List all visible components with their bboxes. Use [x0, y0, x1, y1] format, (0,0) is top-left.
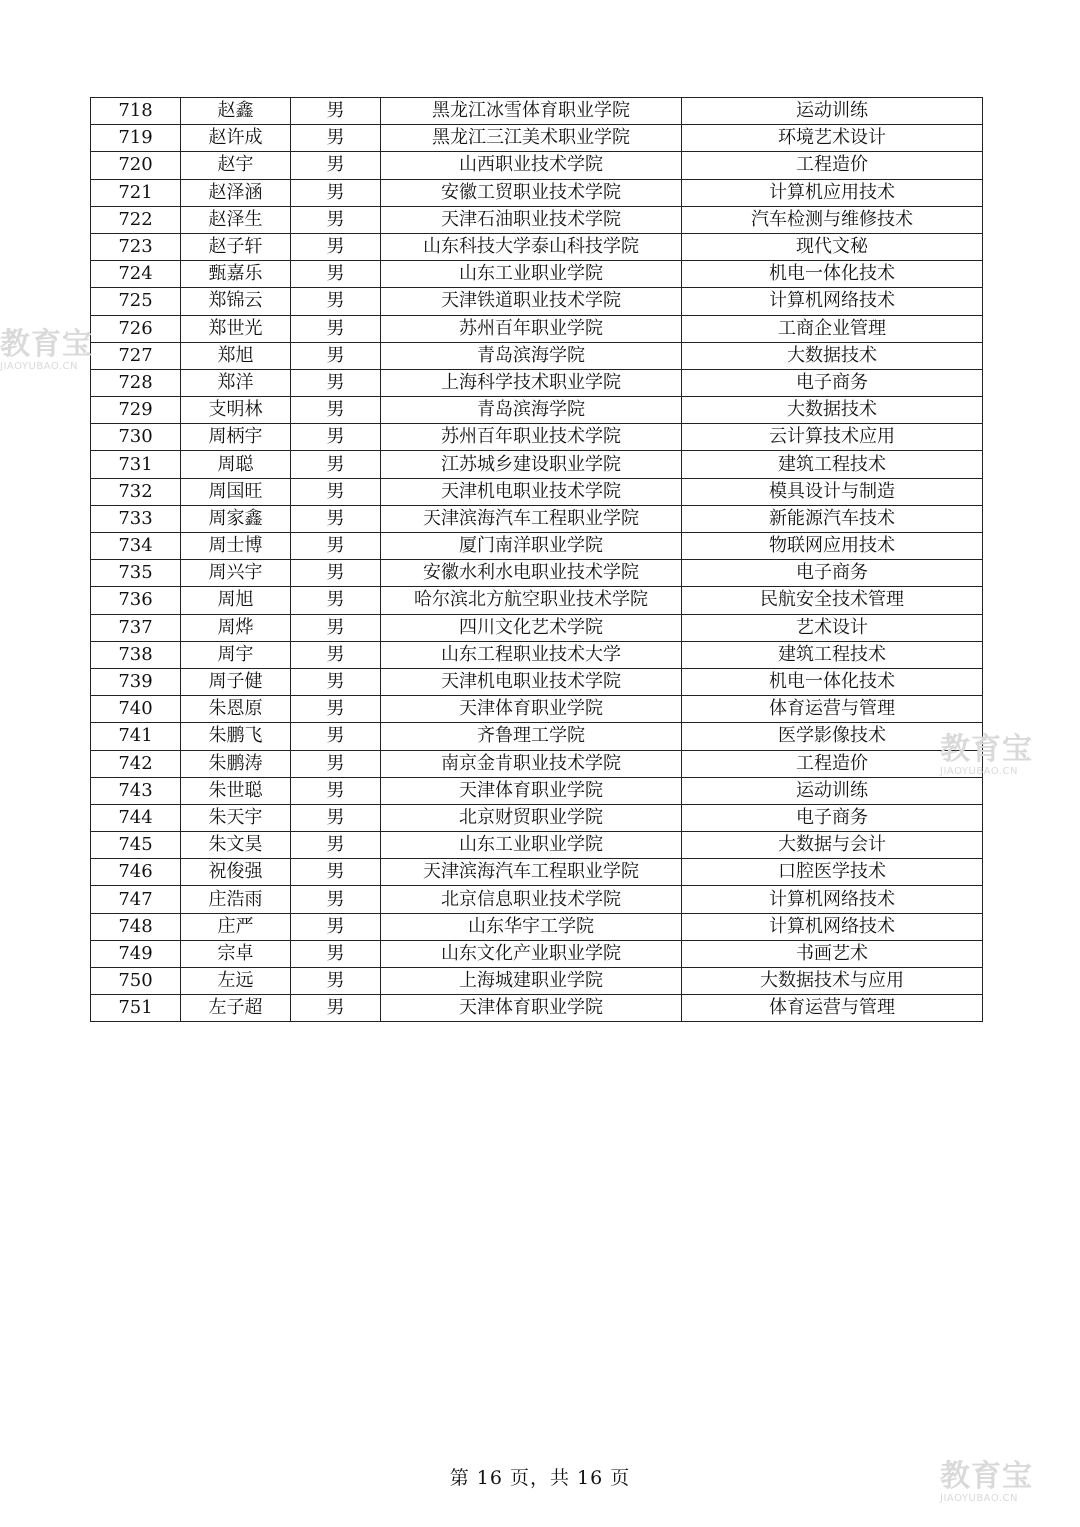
row-number-cell: 732 [91, 478, 181, 505]
row-number-cell: 721 [91, 179, 181, 206]
row-number-cell: 751 [91, 995, 181, 1022]
major-name-cell: 机电一体化技术 [682, 261, 983, 288]
major-name-cell: 新能源汽车技术 [682, 505, 983, 532]
school-name-cell: 山东工业职业学院 [381, 832, 682, 859]
student-name-cell: 朱鹏涛 [181, 750, 291, 777]
row-number-cell: 727 [91, 342, 181, 369]
table-row [91, 832, 983, 859]
major-name-cell: 大数据技术 [682, 342, 983, 369]
student-name-cell: 左子超 [181, 995, 291, 1022]
student-name-cell: 周烨 [181, 614, 291, 641]
major-name-cell: 汽车检测与维修技术 [682, 206, 983, 233]
table-row [91, 968, 983, 995]
row-number-cell: 749 [91, 940, 181, 967]
table-row [91, 125, 983, 152]
gender-cell: 男 [291, 696, 381, 723]
table-row [91, 723, 983, 750]
table-row [91, 315, 983, 342]
gender-cell: 男 [291, 505, 381, 532]
school-name-cell: 四川文化艺术学院 [381, 614, 682, 641]
student-name-cell: 朱天宇 [181, 804, 291, 831]
school-name-cell: 山东文化产业职业学院 [381, 940, 682, 967]
major-name-cell: 工商企业管理 [682, 315, 983, 342]
watermark-domain: JIAOYUBAO.CN [940, 1493, 1018, 1504]
table-row [91, 451, 983, 478]
row-number-cell: 742 [91, 750, 181, 777]
major-name-cell: 电子商务 [682, 804, 983, 831]
major-name-cell: 计算机应用技术 [682, 179, 983, 206]
major-name-cell: 建筑工程技术 [682, 451, 983, 478]
gender-cell: 男 [291, 533, 381, 560]
school-name-cell: 苏州百年职业学院 [381, 315, 682, 342]
table-row [91, 668, 983, 695]
row-number-cell: 731 [91, 451, 181, 478]
row-number-cell: 745 [91, 832, 181, 859]
gender-cell: 男 [291, 723, 381, 750]
student-name-cell: 庄严 [181, 913, 291, 940]
row-number-cell: 728 [91, 369, 181, 396]
school-name-cell: 天津体育职业学院 [381, 995, 682, 1022]
row-number-cell: 722 [91, 206, 181, 233]
row-number-cell: 720 [91, 152, 181, 179]
table-row [91, 206, 983, 233]
page-number: 第 16 页，共 16 页 [449, 1467, 631, 1489]
student-name-cell: 赵泽生 [181, 206, 291, 233]
watermark-brand: 教育宝 [940, 732, 1033, 767]
row-number-cell: 725 [91, 288, 181, 315]
gender-cell: 男 [291, 315, 381, 342]
major-name-cell: 物联网应用技术 [682, 533, 983, 560]
student-name-cell: 宗卓 [181, 940, 291, 967]
major-name-cell: 体育运营与管理 [682, 995, 983, 1022]
row-number-cell: 747 [91, 886, 181, 913]
row-number-cell: 741 [91, 723, 181, 750]
school-name-cell: 上海科学技术职业学院 [381, 369, 682, 396]
school-name-cell: 天津机电职业技术学院 [381, 668, 682, 695]
major-name-cell: 体育运营与管理 [682, 696, 983, 723]
school-name-cell: 青岛滨海学院 [381, 397, 682, 424]
row-number-cell: 724 [91, 261, 181, 288]
gender-cell: 男 [291, 233, 381, 260]
gender-cell: 男 [291, 641, 381, 668]
major-name-cell: 计算机网络技术 [682, 886, 983, 913]
student-name-cell: 朱世聪 [181, 777, 291, 804]
gender-cell: 男 [291, 995, 381, 1022]
gender-cell: 男 [291, 587, 381, 614]
watermark-brand: 教育宝 [0, 327, 93, 362]
student-name-cell: 赵许成 [181, 125, 291, 152]
student-name-cell: 郑旭 [181, 342, 291, 369]
student-name-cell: 郑锦云 [181, 288, 291, 315]
row-number-cell: 737 [91, 614, 181, 641]
student-name-cell: 赵宇 [181, 152, 291, 179]
major-name-cell: 建筑工程技术 [682, 641, 983, 668]
school-name-cell: 山东工程职业技术大学 [381, 641, 682, 668]
school-name-cell: 苏州百年职业技术学院 [381, 424, 682, 451]
school-name-cell: 齐鲁理工学院 [381, 723, 682, 750]
row-number-cell: 729 [91, 397, 181, 424]
student-name-cell: 支明林 [181, 397, 291, 424]
student-name-cell: 朱文昊 [181, 832, 291, 859]
table-row [91, 750, 983, 777]
admission-table [90, 97, 983, 1022]
gender-cell: 男 [291, 913, 381, 940]
school-name-cell: 天津铁道职业技术学院 [381, 288, 682, 315]
student-name-cell: 周士博 [181, 533, 291, 560]
gender-cell: 男 [291, 369, 381, 396]
school-name-cell: 北京财贸职业学院 [381, 804, 682, 831]
table-row [91, 913, 983, 940]
table-row [91, 940, 983, 967]
gender-cell: 男 [291, 261, 381, 288]
school-name-cell: 北京信息职业技术学院 [381, 886, 682, 913]
row-number-cell: 719 [91, 125, 181, 152]
table-body [91, 98, 983, 1022]
table-row [91, 886, 983, 913]
school-name-cell: 上海城建职业学院 [381, 968, 682, 995]
gender-cell: 男 [291, 614, 381, 641]
student-name-cell: 郑洋 [181, 369, 291, 396]
major-name-cell: 大数据技术与应用 [682, 968, 983, 995]
school-name-cell: 天津滨海汽车工程职业学院 [381, 859, 682, 886]
table-row [91, 369, 983, 396]
gender-cell: 男 [291, 424, 381, 451]
major-name-cell: 大数据与会计 [682, 832, 983, 859]
student-name-cell: 周宇 [181, 641, 291, 668]
major-name-cell: 大数据技术 [682, 397, 983, 424]
major-name-cell: 工程造价 [682, 750, 983, 777]
table-row [91, 397, 983, 424]
major-name-cell: 计算机网络技术 [682, 913, 983, 940]
watermark-domain: JIAOYUBAO.CN [0, 361, 78, 372]
school-name-cell: 天津石油职业技术学院 [381, 206, 682, 233]
table-row [91, 641, 983, 668]
student-name-cell: 周兴宇 [181, 560, 291, 587]
watermark-domain: JIAOYUBAO.CN [940, 766, 1018, 777]
student-name-cell: 赵泽涵 [181, 179, 291, 206]
school-name-cell: 江苏城乡建设职业学院 [381, 451, 682, 478]
table-row [91, 587, 983, 614]
gender-cell: 男 [291, 179, 381, 206]
row-number-cell: 750 [91, 968, 181, 995]
gender-cell: 男 [291, 832, 381, 859]
row-number-cell: 738 [91, 641, 181, 668]
table-row [91, 533, 983, 560]
major-name-cell: 医学影像技术 [682, 723, 983, 750]
gender-cell: 男 [291, 152, 381, 179]
student-name-cell: 周家鑫 [181, 505, 291, 532]
school-name-cell: 天津体育职业学院 [381, 696, 682, 723]
major-name-cell: 艺术设计 [682, 614, 983, 641]
row-number-cell: 744 [91, 804, 181, 831]
school-name-cell: 厦门南洋职业学院 [381, 533, 682, 560]
school-name-cell: 山东科技大学泰山科技学院 [381, 233, 682, 260]
table-row [91, 859, 983, 886]
major-name-cell: 电子商务 [682, 369, 983, 396]
student-name-cell: 周旭 [181, 587, 291, 614]
major-name-cell: 口腔医学技术 [682, 859, 983, 886]
major-name-cell: 运动训练 [682, 98, 983, 125]
school-name-cell: 山东工业职业学院 [381, 261, 682, 288]
gender-cell: 男 [291, 859, 381, 886]
student-name-cell: 甄嘉乐 [181, 261, 291, 288]
row-number-cell: 723 [91, 233, 181, 260]
table-row [91, 342, 983, 369]
gender-cell: 男 [291, 560, 381, 587]
table-row [91, 804, 983, 831]
gender-cell: 男 [291, 451, 381, 478]
gender-cell: 男 [291, 777, 381, 804]
student-name-cell: 周柄宇 [181, 424, 291, 451]
watermark-brand: 教育宝 [940, 1459, 1033, 1494]
school-name-cell: 天津体育职业学院 [381, 777, 682, 804]
table-row [91, 614, 983, 641]
watermark-right [940, 732, 1033, 777]
school-name-cell: 黑龙江三江美术职业学院 [381, 125, 682, 152]
major-name-cell: 模具设计与制造 [682, 478, 983, 505]
major-name-cell: 计算机网络技术 [682, 288, 983, 315]
major-name-cell: 电子商务 [682, 560, 983, 587]
gender-cell: 男 [291, 98, 381, 125]
row-number-cell: 718 [91, 98, 181, 125]
school-name-cell: 山西职业技术学院 [381, 152, 682, 179]
watermark-left [0, 327, 93, 372]
table-row [91, 233, 983, 260]
major-name-cell: 运动训练 [682, 777, 983, 804]
table-row [91, 98, 983, 125]
major-name-cell: 工程造价 [682, 152, 983, 179]
table-row [91, 995, 983, 1022]
major-name-cell: 机电一体化技术 [682, 668, 983, 695]
school-name-cell: 哈尔滨北方航空职业技术学院 [381, 587, 682, 614]
major-name-cell: 云计算技术应用 [682, 424, 983, 451]
student-name-cell: 郑世光 [181, 315, 291, 342]
student-name-cell: 周子健 [181, 668, 291, 695]
major-name-cell: 现代文秘 [682, 233, 983, 260]
student-name-cell: 朱鹏飞 [181, 723, 291, 750]
row-number-cell: 748 [91, 913, 181, 940]
student-name-cell: 祝俊强 [181, 859, 291, 886]
row-number-cell: 740 [91, 696, 181, 723]
student-name-cell: 赵鑫 [181, 98, 291, 125]
table-row [91, 696, 983, 723]
table-row [91, 152, 983, 179]
student-name-cell: 赵子轩 [181, 233, 291, 260]
school-name-cell: 安徽工贸职业技术学院 [381, 179, 682, 206]
student-name-cell: 庄浩雨 [181, 886, 291, 913]
student-name-cell: 朱恩原 [181, 696, 291, 723]
row-number-cell: 730 [91, 424, 181, 451]
gender-cell: 男 [291, 206, 381, 233]
gender-cell: 男 [291, 397, 381, 424]
gender-cell: 男 [291, 940, 381, 967]
row-number-cell: 736 [91, 587, 181, 614]
row-number-cell: 746 [91, 859, 181, 886]
major-name-cell: 书画艺术 [682, 940, 983, 967]
school-name-cell: 天津机电职业技术学院 [381, 478, 682, 505]
gender-cell: 男 [291, 342, 381, 369]
table-row [91, 261, 983, 288]
row-number-cell: 726 [91, 315, 181, 342]
school-name-cell: 黑龙江冰雪体育职业学院 [381, 98, 682, 125]
row-number-cell: 735 [91, 560, 181, 587]
table-row [91, 560, 983, 587]
gender-cell: 男 [291, 750, 381, 777]
table-row [91, 505, 983, 532]
table-row [91, 424, 983, 451]
table-row [91, 777, 983, 804]
row-number-cell: 734 [91, 533, 181, 560]
table-row [91, 478, 983, 505]
gender-cell: 男 [291, 288, 381, 315]
gender-cell: 男 [291, 668, 381, 695]
gender-cell: 男 [291, 968, 381, 995]
school-name-cell: 青岛滨海学院 [381, 342, 682, 369]
row-number-cell: 739 [91, 668, 181, 695]
row-number-cell: 733 [91, 505, 181, 532]
school-name-cell: 南京金肯职业技术学院 [381, 750, 682, 777]
school-name-cell: 天津滨海汽车工程职业学院 [381, 505, 682, 532]
gender-cell: 男 [291, 478, 381, 505]
school-name-cell: 山东华宇工学院 [381, 913, 682, 940]
major-name-cell: 环境艺术设计 [682, 125, 983, 152]
table-row [91, 179, 983, 206]
gender-cell: 男 [291, 125, 381, 152]
student-name-cell: 周聪 [181, 451, 291, 478]
gender-cell: 男 [291, 886, 381, 913]
school-name-cell: 安徽水利水电职业技术学院 [381, 560, 682, 587]
table-row [91, 288, 983, 315]
gender-cell: 男 [291, 804, 381, 831]
student-name-cell: 周国旺 [181, 478, 291, 505]
row-number-cell: 743 [91, 777, 181, 804]
major-name-cell: 民航安全技术管理 [682, 587, 983, 614]
student-name-cell: 左远 [181, 968, 291, 995]
